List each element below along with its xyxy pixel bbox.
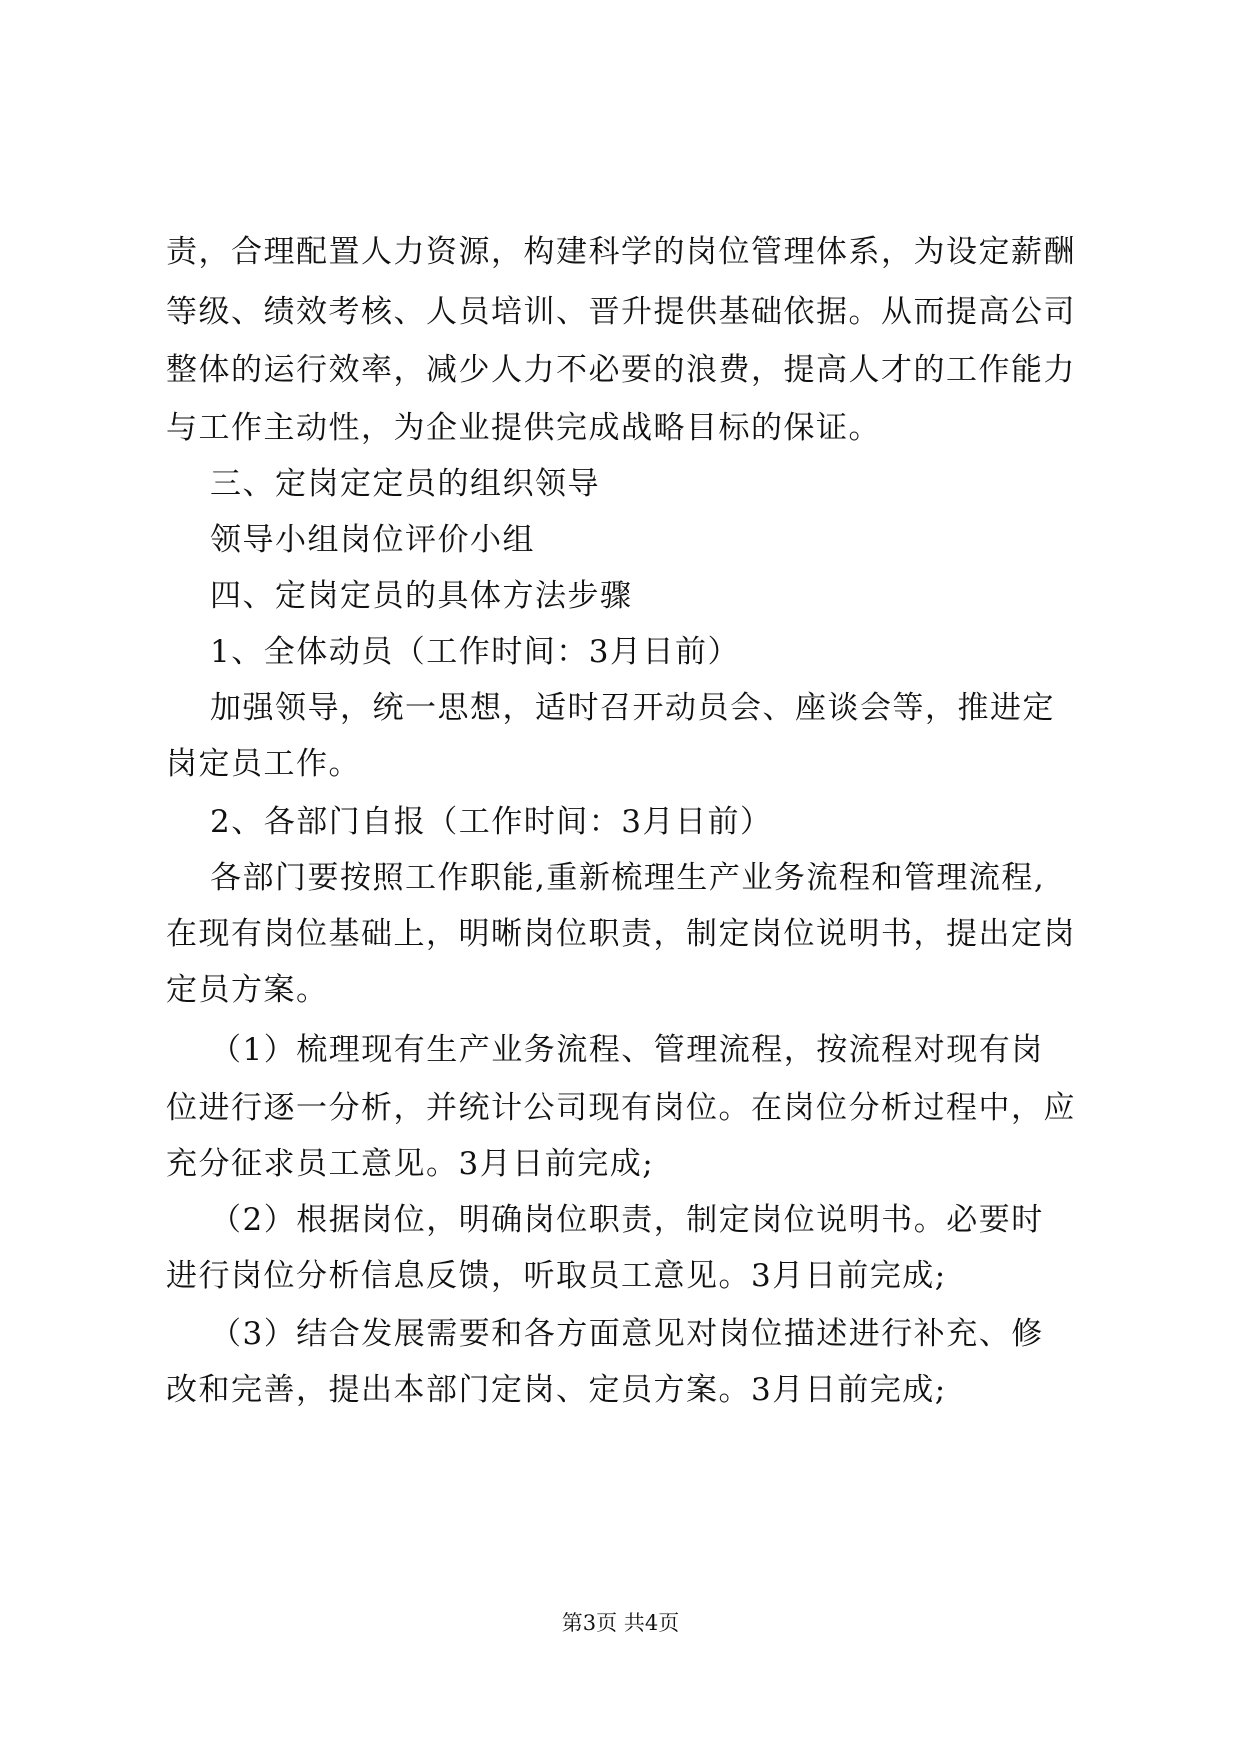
paragraph-line: 与工作主动性，为企业提供完成战略目标的保证。 — [166, 410, 881, 446]
step-heading: 1、全体动员（工作时间：3月日前） — [210, 634, 740, 670]
section-heading: 三、定岗定定员的组织领导 — [210, 466, 600, 502]
list-item-line: （1）梳理现有生产业务流程、管理流程，按流程对现有岗 — [210, 1032, 1044, 1068]
section-heading: 四、定岗定员的具体方法步骤 — [210, 578, 633, 614]
list-item-line: 改和完善，提出本部门定岗、定员方案。3月日前完成; — [166, 1372, 947, 1408]
list-item-line: （2）根据岗位，明确岗位职责，制定岗位说明书。必要时 — [210, 1202, 1044, 1238]
paragraph-line: 在现有岗位基础上，明晰岗位职责，制定岗位说明书，提出定岗 — [166, 916, 1076, 952]
list-item-line: 位进行逐一分析，并统计公司现有岗位。在岗位分析过程中，应 — [166, 1090, 1076, 1126]
list-item-line: 进行岗位分析信息反馈，听取员工意见。3月日前完成; — [166, 1258, 947, 1294]
list-item-line: （3）结合发展需要和各方面意见对岗位描述进行补充、修 — [210, 1316, 1044, 1352]
paragraph-line: 各部门要按照工作职能,重新梳理生产业务流程和管理流程, — [210, 860, 1046, 896]
paragraph-line: 等级、绩效考核、人员培训、晋升提供基础依据。从而提高公司 — [166, 294, 1076, 330]
paragraph-line: 岗定员工作。 — [166, 746, 361, 782]
paragraph-line: 整体的运行效率，减少人力不必要的浪费，提高人才的工作能力 — [166, 352, 1076, 388]
paragraph-line: 加强领导，统一思想，适时召开动员会、座谈会等，推进定 — [210, 690, 1055, 726]
paragraph-line: 定员方案。 — [166, 972, 329, 1008]
paragraph-line: 责，合理配置人力资源，构建科学的岗位管理体系，为设定薪酬 — [166, 234, 1076, 270]
paragraph-line: 领导小组岗位评价小组 — [210, 522, 535, 558]
page-number-footer: 第3页 共4页 — [561, 1611, 680, 1635]
list-item-line: 充分征求员工意见。3月日前完成; — [166, 1146, 655, 1182]
step-heading: 2、各部门自报（工作时间：3月日前） — [210, 804, 773, 840]
